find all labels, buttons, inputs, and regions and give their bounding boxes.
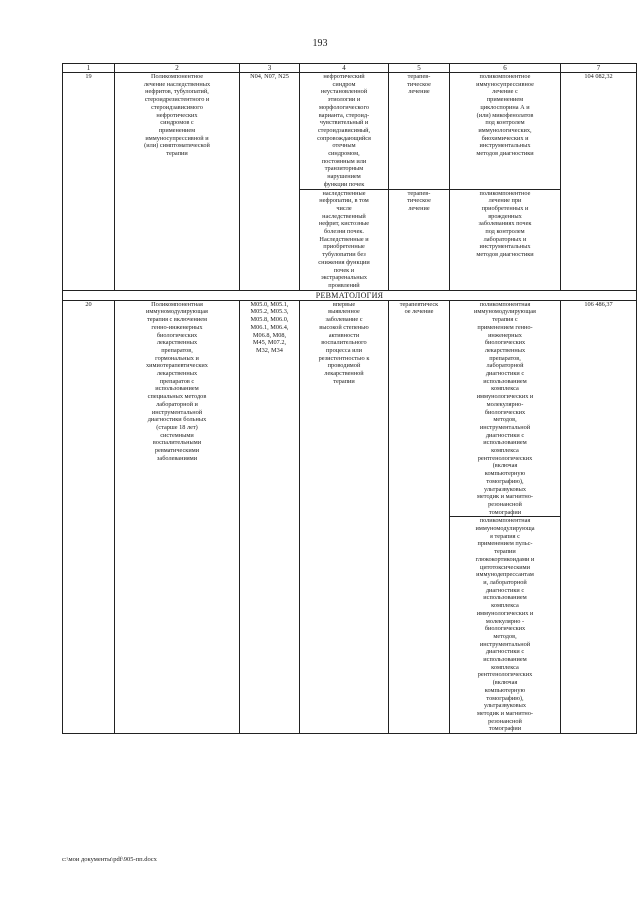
treatment-method: поликомпонентная иммуномодулирующа я терапия с применением пульс- терапии глюкокортикоидами и цитотоксическими иммунодепрессантам и, лабораторной диагностики с использованием комплекса иммунологических и молекулярно - биологических методов, инструментальной диагностики с использованием комплекса рентгенологических (включая компьютерную томографию), ультразвуковых методик и магнитно- резонансной томографии	[450, 517, 561, 734]
treatment-type: терапев- тическое лечение	[389, 73, 450, 190]
patient-model: наследственные нефропатии, в том числе наследственный нефрит, кистозные болезни почек. Наследственные и приобретенные тубулопатии без снижения функции почек и экстраренальных проявлений	[300, 189, 389, 290]
column-header: 7	[561, 64, 637, 73]
cost-value: 104 082,32	[561, 73, 637, 291]
treatment-table	[62, 63, 637, 734]
page-number: 193	[312, 38, 328, 49]
treatment-method: поликомпонентная иммуномодулирующая терапия с применением генно- инженерных биологических лекарственных препаратов, лабораторной диагностики с использованием комплекса иммунологических и молекулярно- биологических методов, инструментальной диагностики с использованием комплекса рентгенологических (включая компьютерную томографию), ультразвуковых методик и магнитно- резонансной томографии	[450, 300, 561, 517]
table-row-19a	[63, 73, 637, 190]
treatment-method: поликомпонентное иммуносупрессивное лечение с применением циклоспорина А и (или) микофенолатов под контролем иммунологических, биохимических и инструментальных методов диагностики	[450, 73, 561, 190]
column-header: 4	[300, 64, 389, 73]
section-title: РЕВМАТОЛОГИЯ	[63, 290, 637, 300]
file-path-footer: c:\мои документы\pdf\905-пп.docx	[62, 856, 157, 863]
icd-codes: N04, N07, N25	[240, 73, 300, 291]
treatment-method: поликомпонентное лечение при приобретенных и врожденных заболеваниях почек под контролем лабораторных и инструментальных методов диагностики	[450, 189, 561, 290]
treatment-type: терапевтическ ое лечение	[389, 300, 450, 733]
patient-model: впервые выявленное заболевание с высокой степенью активности воспалительного процесса или резистентностью к проводимой лекарственной терапии	[300, 300, 389, 733]
column-header: 6	[450, 64, 561, 73]
cost-value: 106 486,37	[561, 300, 637, 733]
column-header: 5	[389, 64, 450, 73]
table-row-20a	[63, 300, 637, 517]
icd-codes: M05.0, M05.1, M05.2, M05.3, M05.8, M06.0, M06.1, M06.4, M06.8, M08, M45, M07.2, M32, M34	[240, 300, 300, 733]
section-row	[63, 290, 637, 300]
treatment-name: Поликомпонентная иммуномодулирующая терапия с включением генно-инженерных биологических лекарственных препаратов, гормональных и химиотерапевтических лекарственных препаратов с использованием специальных методов лабораторной и инструментальной диагностики больных (старше 18 лет) системными воспалительными ревматическими заболеваниями	[115, 300, 240, 733]
column-header: 3	[240, 64, 300, 73]
treatment-type: терапев- тическое лечение	[389, 189, 450, 290]
row-number: 19	[63, 73, 115, 291]
row-number: 20	[63, 300, 115, 733]
column-header: 2	[115, 64, 240, 73]
patient-model: нефротический синдром неустановленной этиологии и морфологического варианта, стероид- чувствительный и стероидзависимый, сопровождающийся отечным синдромом, постоянным или транзиторным нарушением функции почек	[300, 73, 389, 190]
treatment-name: Поликомпонентное лечение наследственных нефритов, тубулопатий, стероидрезистентного и стероидзависимого нефротических синдромов с применением иммуносупрессивной и (или) симптоматической терапии	[115, 73, 240, 291]
column-header: 1	[63, 64, 115, 73]
column-number-row	[63, 64, 637, 73]
